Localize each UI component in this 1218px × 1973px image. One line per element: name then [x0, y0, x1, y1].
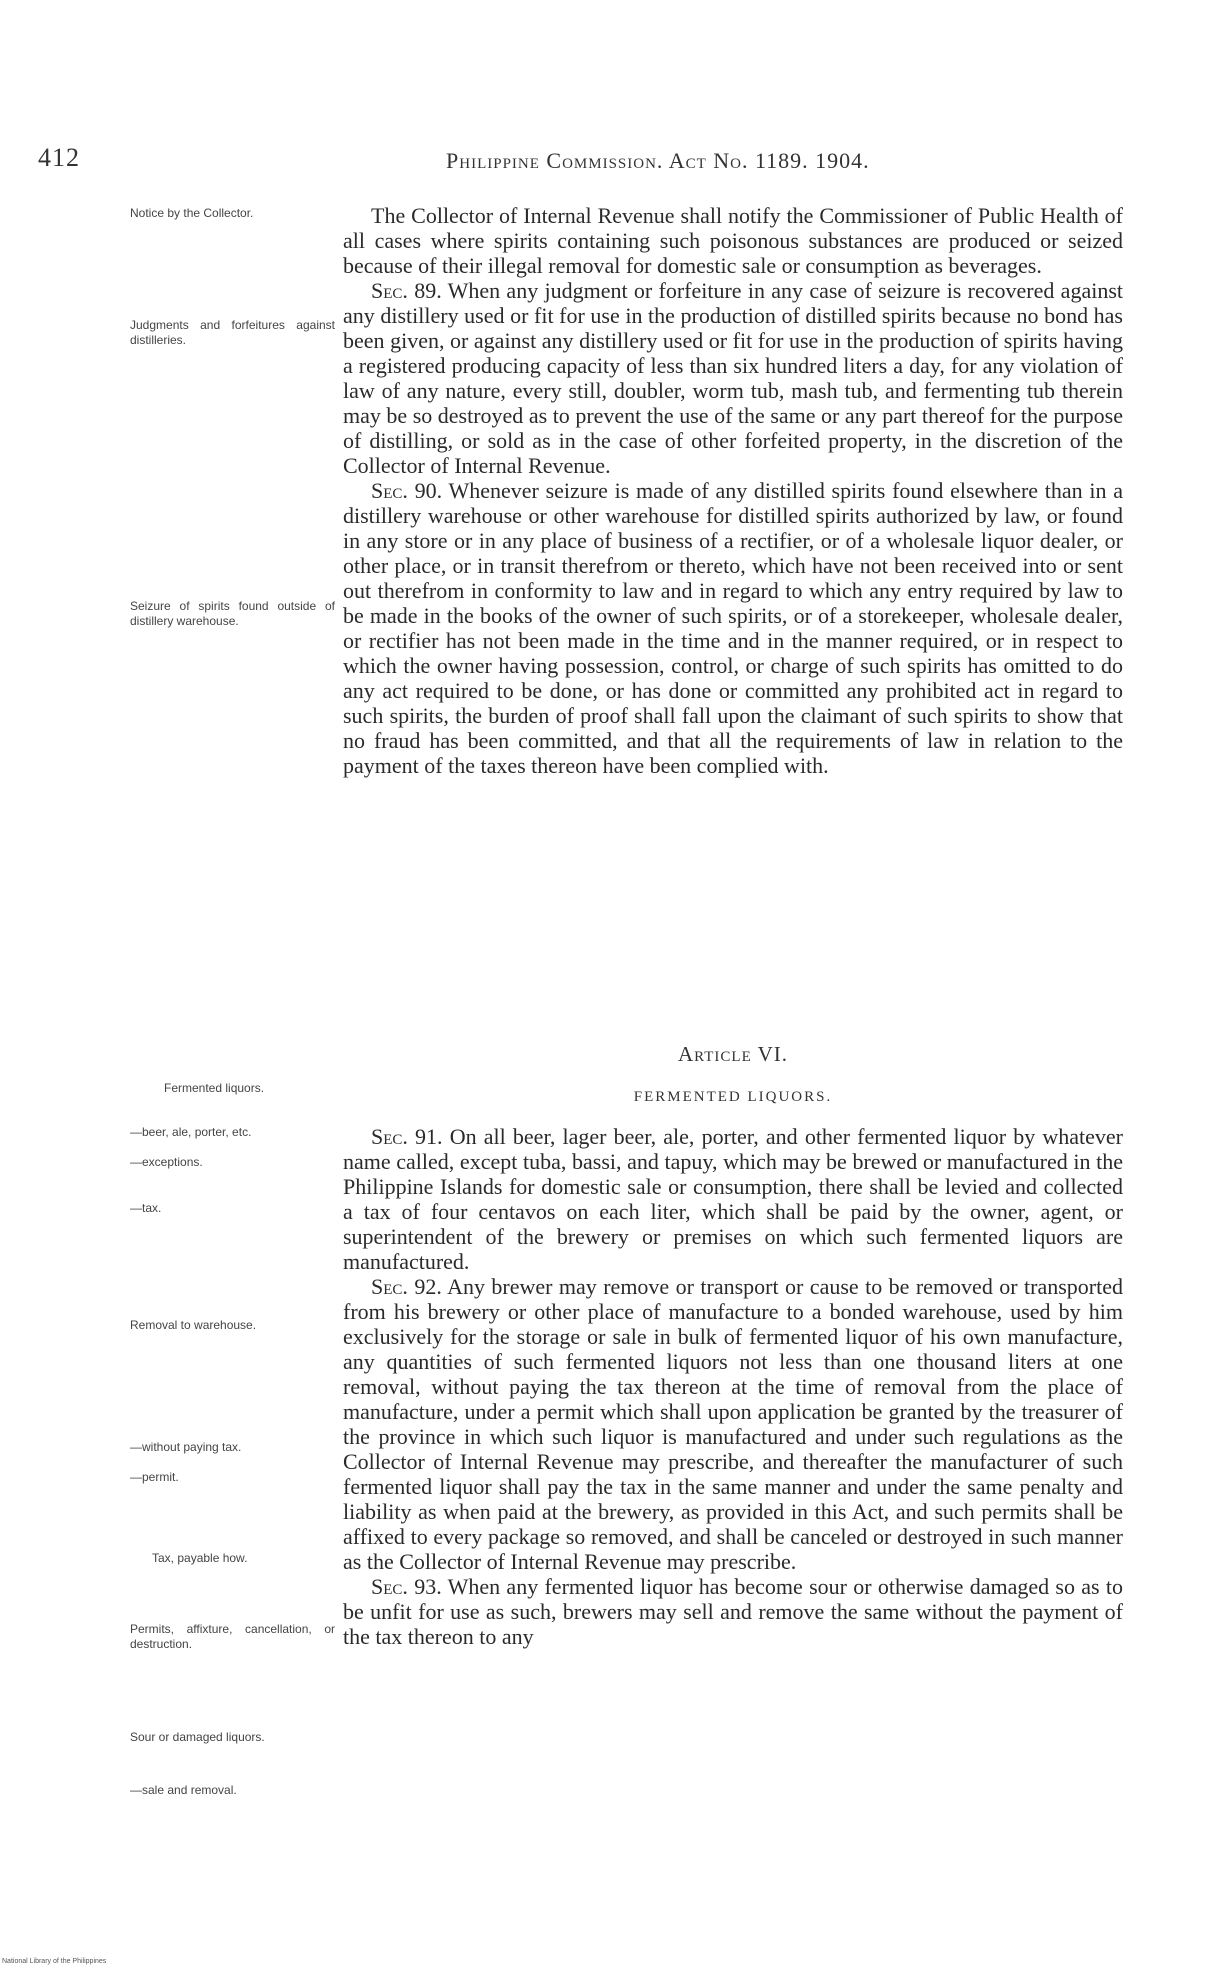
body-block-2: [343, 1124, 1123, 1649]
section-label: Sec. 90.: [371, 478, 443, 503]
article-subheading: FERMENTED LIQUORS.: [633, 1089, 833, 1105]
footer-credit: National Library of the Philippines: [2, 1958, 107, 1965]
margin-note-sale: —sale and removal.: [130, 1783, 237, 1797]
section-89: [343, 278, 1123, 478]
margin-note-sour: Sour or damaged liquors.: [130, 1730, 265, 1744]
section-label: Sec. 92.: [371, 1274, 442, 1299]
margin-note-permits: Permits, affixture, cancellation, or destruction.: [130, 1622, 335, 1651]
section-90: [343, 478, 1123, 778]
margin-note-judgments: Judgments and forfeitures against distilleries.: [130, 318, 335, 347]
margin-note-notice: Notice by the Collector.: [130, 206, 254, 220]
section-label: Sec. 91.: [371, 1124, 443, 1149]
paragraph-notice: The Collector of Internal Revenue shall notify the Commissioner of Public Health of all cases where spirits containing such poisonous substances are produced or seized because of their illegal removal for domestic sale or consumption as beverages.: [343, 203, 1123, 278]
margin-note-tax: —tax.: [130, 1201, 162, 1215]
section-text: Any brewer may remove or transport or cause to be removed or transported from his brewery or other place of manufacture to a bonded warehouse, used by him exclusively for the storage or sale in bulk of fermented liquor of his own manufacture, any quantities of such fermented liquors not less than one thousand liters at one removal, without paying the tax thereon at the time of removal from the place of manufacture, under a permit which shall upon application be granted by the treasurer of the province in which such liquor is manufactured and under such regulations as the Collector of Internal Revenue may prescribe, and thereafter the manufacturer of such fermented liquor shall pay the tax in the same manner and under the same penalty and liability as when paid at the brewery, as provided in this Act, and such permits shall be affixed to every package so removed, and shall be canceled or destroyed in such manner as the Collector of Internal Revenue may prescribe.: [343, 1274, 1123, 1574]
section-text: When any fermented liquor has become sour or otherwise damaged so as to be unfit for use as such, brewers may sell and remove the same without the payment of the tax thereon to any: [343, 1574, 1124, 1649]
section-text: Whenever seizure is made of any distilled spirits found elsewhere than in a distillery warehouse or other warehouse for distilled spirits authorized by law, or found in any store or in any place of business of a rectifier, or of a wholesale liquor dealer, or other place, or in transit therefrom or thereto, which have not been received into or sent out therefrom in conformity to law and in regard to which any entry required by law to be made in the books of the owner of such spirits, or of a storekeeper, wholesale dealer, or rectifier has not been made in the time and in the manner required, or in respect to which the owner having possession, control, or charge of such spirits has omitted to do any act required to be done, or has done or committed any prohibited act in regard to such spirits, the burden of proof shall fall upon the claimant of such spirits to show that no fraud has been committed, and that all the requirements of law in relation to the payment of the taxes thereon have been complied with.: [343, 478, 1124, 778]
section-text: On all beer, lager beer, ale, porter, and other fermented liquor by whatever name called, except tuba, bassi, and tapuy, which may be brewed or manufactured in the Philippine Islands for domestic sale or consumption, there shall be levied and collected a tax of four centavos on each liter, which shall be paid by the owner, agent, or superintendent of the brewery or premises on which such fermented liquors are manufactured.: [343, 1124, 1123, 1274]
margin-note-beer: —beer, ale, porter, etc.: [130, 1125, 252, 1139]
margin-note-tax-payable: Tax, payable how.: [152, 1551, 248, 1565]
section-92: [343, 1274, 1123, 1574]
margin-note-permit: —permit.: [130, 1470, 179, 1484]
running-title: Philippine Commission. Act No. 1189. 1904.: [446, 148, 870, 173]
margin-note-seizure: Seizure of spirits found outside of distillery warehouse.: [130, 599, 335, 628]
article-heading: Article VI.: [677, 1042, 789, 1066]
section-91: [343, 1124, 1123, 1274]
margin-note-without-tax: —without paying tax.: [130, 1440, 242, 1454]
page-number: 412: [38, 143, 80, 172]
section-text: When any judgment or forfeiture in any case of seizure is recovered against any distillery used or fit for use in the production of distilled spirits because no bond has been given, or against any distillery used or fit for use in the production of spirits having a registered producing capacity of less than six hundred liters a day, for any violation of law of any nature, every still, doubler, worm tub, mash tub, and fermenting tub therein may be so destroyed as to prevent the use of the same or any part thereof for the purpose of distilling, or sold as in the case of other forfeited property, in the discretion of the Collector of Internal Revenue.: [343, 278, 1123, 478]
margin-note-removal: Removal to warehouse.: [130, 1318, 257, 1332]
section-label: Sec. 89.: [371, 278, 442, 303]
margin-note-fermented: Fermented liquors.: [164, 1081, 265, 1095]
margin-note-exceptions: —exceptions.: [130, 1155, 203, 1169]
section-label: Sec. 93.: [371, 1574, 442, 1599]
body-block-1: [343, 203, 1123, 778]
section-93: [343, 1574, 1123, 1649]
